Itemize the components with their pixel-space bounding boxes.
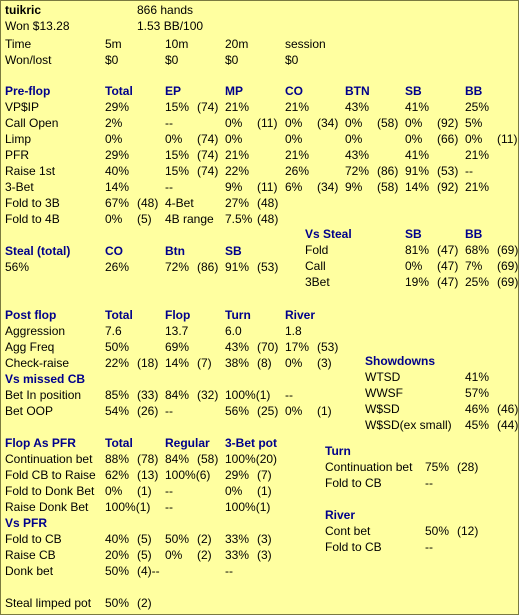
vs-pfr-title: Vs PFR <box>5 516 48 530</box>
vs-missed-cb-title: Vs missed CB <box>5 372 86 386</box>
postflop-row-cell: 69% <box>165 340 190 354</box>
vs-steal-row-cell: 68% <box>465 243 490 257</box>
postflop-row-cell: 17% <box>285 340 310 354</box>
vs-steal-row-cell: 7% <box>465 259 483 273</box>
preflop-row-cell: 21% <box>225 148 250 162</box>
bb-per-100: 1.53 BB/100 <box>137 19 204 33</box>
missed-cb-row-cell: Bet In position <box>5 388 82 402</box>
missed-cb-row-cell: (32) <box>197 388 219 402</box>
preflop-row-cell: 41% <box>405 100 430 114</box>
missed-cb-row-cell: (1) <box>317 404 332 418</box>
postflop-col-header: River <box>285 308 316 322</box>
flop-pfr-row-cell: -- <box>165 500 173 514</box>
postflop-row-cell: Check-raise <box>5 356 70 370</box>
vs-pfr-row-cell: (5) <box>137 532 152 546</box>
postflop-row-cell: (70) <box>257 340 279 354</box>
preflop-row-cell: 14% <box>405 180 430 194</box>
vs-steal-row-cell: (69) <box>497 259 519 273</box>
postflop-row-cell: (53) <box>317 340 339 354</box>
preflop-row-cell: (92) <box>437 180 459 194</box>
showdowns-title: Showdowns <box>365 354 435 368</box>
vs-steal-col-header: BB <box>465 227 483 241</box>
flop-pfr-row-cell: (13) <box>137 468 159 482</box>
flop-pfr-row-cell: 100%(1) <box>105 500 151 514</box>
time-period: session <box>285 37 326 51</box>
preflop-row-cell: 72% <box>345 164 370 178</box>
postflop-row-cell: (8) <box>257 356 272 370</box>
steal-value-cell: 91% <box>225 260 250 274</box>
preflop-row-cell: (74) <box>197 148 219 162</box>
steal-limped-row-cell: 50% <box>105 596 130 610</box>
flop-pfr-row-cell: 100%(1) <box>225 500 271 514</box>
flop-pfr-row-cell: 84% <box>165 452 190 466</box>
won-lost-value: $0 <box>285 53 299 67</box>
postflop-row-cell: (3) <box>317 356 332 370</box>
vs-pfr-row-cell: (4)-- <box>137 564 160 578</box>
postflop-row-cell: 43% <box>225 340 250 354</box>
preflop-row-cell: 91% <box>405 164 430 178</box>
vs-steal-row-cell: (69) <box>497 243 519 257</box>
flop-pfr-row-cell: (58) <box>197 452 219 466</box>
vs-pfr-row-cell: 50% <box>105 564 130 578</box>
showdown-row-cell: 57% <box>465 386 490 400</box>
preflop-row-cell: 21% <box>285 100 310 114</box>
postflop-row-cell: 7.6 <box>105 324 122 338</box>
preflop-col-header: EP <box>165 84 182 98</box>
preflop-row-cell: 22% <box>225 164 250 178</box>
preflop-col-header: CO <box>285 84 303 98</box>
flop-pfr-row-cell: -- <box>165 484 173 498</box>
preflop-row-cell: 43% <box>345 100 370 114</box>
flop-pfr-row-cell: (1) <box>137 484 152 498</box>
preflop-fold3b-cell: Fold to 3B <box>5 196 60 210</box>
turn-row-cell: (28) <box>457 460 479 474</box>
vs-pfr-row-cell: 33% <box>225 548 250 562</box>
flop-pfr-row-cell: Raise Donk Bet <box>5 500 89 514</box>
missed-cb-row-cell: (33) <box>137 388 159 402</box>
preflop-col-header: Total <box>105 84 133 98</box>
preflop-row-cell: (66) <box>437 132 459 146</box>
steal-limped-row-cell: (2) <box>137 596 152 610</box>
time-period: 10m <box>165 37 189 51</box>
preflop-row-cell: 40% <box>105 164 130 178</box>
missed-cb-row-cell: 56% <box>225 404 250 418</box>
flop-pfr-row-cell: 88% <box>105 452 130 466</box>
preflop-row-cell: 43% <box>345 148 370 162</box>
preflop-row-cell: 15% <box>165 100 190 114</box>
showdown-row-cell: W$SD <box>365 402 400 416</box>
vs-pfr-row-cell: 50% <box>165 532 190 546</box>
turn-row-cell: -- <box>425 476 433 490</box>
preflop-row-cell: -- <box>165 180 173 194</box>
missed-cb-row-cell: -- <box>285 388 293 402</box>
preflop-row-cell: 6% <box>285 180 303 194</box>
preflop-row-cell: PFR <box>5 148 29 162</box>
preflop-fold3b-cell: (48) <box>257 196 279 210</box>
preflop-col-header: SB <box>405 84 422 98</box>
showdown-row-cell: 45% <box>465 418 490 432</box>
flop-pfr-row-cell: 100%(6) <box>165 468 211 482</box>
showdown-row-cell: (44) <box>497 418 519 432</box>
vs-steal-row-cell: 19% <box>405 275 430 289</box>
preflop-row-cell: (53) <box>437 164 459 178</box>
preflop-row-cell: (11) <box>257 116 278 130</box>
preflop-row-cell: (34) <box>317 180 339 194</box>
vs-steal-title: Vs Steal <box>305 227 352 241</box>
preflop-row-cell: Limp <box>5 132 32 146</box>
showdown-row-cell: W$SD(ex small) <box>365 418 452 432</box>
preflop-row-cell: -- <box>465 164 473 178</box>
postflop-row-cell: 14% <box>165 356 190 370</box>
preflop-fold4b-cell: (48) <box>257 212 279 226</box>
player-name: tuikric <box>5 3 42 17</box>
vs-pfr-row-cell: 40% <box>105 532 130 546</box>
preflop-row-cell: 21% <box>225 100 250 114</box>
vs-pfr-row-cell: (5) <box>137 548 152 562</box>
flop-pfr-row-cell: (1) <box>257 484 272 498</box>
won-lost-value: $0 <box>225 53 239 67</box>
preflop-row-cell: (11) <box>257 180 278 194</box>
steal-value-cell: (86) <box>197 260 219 274</box>
preflop-fold3b-cell: 27% <box>225 196 250 210</box>
steal-value-cell: 72% <box>165 260 190 274</box>
flop-pfr-row-cell: Continuation bet <box>5 452 93 466</box>
missed-cb-row-cell: 100%(1) <box>225 388 271 402</box>
vs-steal-row-cell: 0% <box>405 259 423 273</box>
preflop-row-cell: 41% <box>405 148 430 162</box>
preflop-row-cell: (92) <box>437 116 459 130</box>
vs-steal-col-header: SB <box>405 227 422 241</box>
preflop-row-cell: 0% <box>465 132 483 146</box>
vs-steal-row-cell: Call <box>305 259 326 273</box>
time-label: Time <box>5 37 32 51</box>
preflop-row-cell: 3-Bet <box>5 180 34 194</box>
turn-row-cell: Fold to CB <box>325 476 382 490</box>
preflop-row-cell: 0% <box>225 116 243 130</box>
preflop-row-cell: 0% <box>285 116 303 130</box>
vs-pfr-row-cell: Raise CB <box>5 548 56 562</box>
vs-pfr-row-cell: (2) <box>197 532 212 546</box>
postflop-row-cell: 22% <box>105 356 130 370</box>
flop-pfr-row-cell: (78) <box>137 452 159 466</box>
showdown-row-cell: 46% <box>465 402 490 416</box>
preflop-fold4b-cell: 4B range <box>165 212 214 226</box>
river-row-cell: -- <box>425 540 433 554</box>
preflop-col-header: MP <box>225 84 243 98</box>
river-row-cell: Cont bet <box>325 524 371 538</box>
flop-pfr-row-cell: 29% <box>225 468 250 482</box>
turn-title: Turn <box>325 444 351 458</box>
preflop-row-cell: (86) <box>377 164 399 178</box>
river-row-cell: 50% <box>425 524 450 538</box>
preflop-row-cell: 0% <box>165 132 183 146</box>
preflop-row-cell: (74) <box>197 100 219 114</box>
steal-title: Steal (total) <box>5 244 71 258</box>
flop-pfr-row-cell: Fold to Donk Bet <box>5 484 95 498</box>
flop-pfr-row-cell: 100%(20) <box>225 452 278 466</box>
preflop-row-cell: 15% <box>165 164 190 178</box>
vs-steal-row-cell: 25% <box>465 275 490 289</box>
preflop-fold4b-cell: Fold to 4B <box>5 212 60 226</box>
postflop-row-cell: Aggression <box>5 324 66 338</box>
preflop-row-cell: Raise 1st <box>5 164 56 178</box>
preflop-row-cell: -- <box>165 116 173 130</box>
missed-cb-row-cell: -- <box>165 404 173 418</box>
preflop-fold4b-cell: (5) <box>137 212 152 226</box>
vs-steal-row-cell: (69) <box>497 275 519 289</box>
preflop-row-cell: 0% <box>105 132 123 146</box>
vs-pfr-row-cell: Fold to CB <box>5 532 62 546</box>
preflop-row-cell: 14% <box>105 180 130 194</box>
preflop-row-cell: (11) <box>497 132 518 146</box>
vs-pfr-row-cell: (3) <box>257 548 272 562</box>
preflop-row-cell: Call Open <box>5 116 59 130</box>
preflop-row-cell: 9% <box>345 180 363 194</box>
postflop-row-cell: 13.7 <box>165 324 189 338</box>
showdown-row-cell: WTSD <box>365 370 401 384</box>
showdown-row-cell: WWSF <box>365 386 403 400</box>
steal-value-cell: 56% <box>5 260 30 274</box>
preflop-row-cell: 9% <box>225 180 243 194</box>
postflop-row-cell: 38% <box>225 356 250 370</box>
steal-col-header: SB <box>225 244 242 258</box>
preflop-row-cell: 26% <box>285 164 310 178</box>
river-row-cell: Fold to CB <box>325 540 382 554</box>
won-lost-label: Won/lost <box>5 53 52 67</box>
flop-pfr-row-cell: Fold CB to Raise <box>5 468 96 482</box>
missed-cb-row-cell: (26) <box>137 404 159 418</box>
flop-pfr-col-header: Total <box>105 436 133 450</box>
hands-count: 866 hands <box>137 3 194 17</box>
postflop-row-cell: 1.8 <box>285 324 302 338</box>
preflop-row-cell: (58) <box>377 116 399 130</box>
preflop-row-cell: 21% <box>465 180 490 194</box>
won-amount: Won $13.28 <box>5 19 70 33</box>
time-period: 5m <box>105 37 122 51</box>
preflop-row-cell: 0% <box>345 116 363 130</box>
preflop-row-cell: (74) <box>197 132 219 146</box>
preflop-row-cell: 21% <box>285 148 310 162</box>
preflop-fold3b-cell: (48) <box>137 196 159 210</box>
postflop-title: Post flop <box>5 308 57 322</box>
flop-pfr-row-cell: 62% <box>105 468 130 482</box>
missed-cb-row-cell: 0% <box>285 404 303 418</box>
postflop-col-header: Turn <box>225 308 251 322</box>
postflop-row-cell: 0% <box>285 356 303 370</box>
postflop-row-cell: (18) <box>137 356 159 370</box>
steal-col-header: CO <box>105 244 123 258</box>
postflop-row-cell: 6.0 <box>225 324 242 338</box>
preflop-row-cell: 15% <box>165 148 190 162</box>
flop-pfr-row-cell: (7) <box>257 468 272 482</box>
preflop-row-cell: (34) <box>317 116 339 130</box>
vs-steal-row-cell: (47) <box>437 275 459 289</box>
vs-steal-row-cell: 81% <box>405 243 430 257</box>
preflop-row-cell: 0% <box>225 132 243 146</box>
preflop-col-header: BTN <box>345 84 370 98</box>
missed-cb-row-cell: 84% <box>165 388 190 402</box>
steal-value-cell: (53) <box>257 260 279 274</box>
missed-cb-row-cell: 54% <box>105 404 130 418</box>
river-title: River <box>325 508 356 522</box>
preflop-fold4b-cell: 7.5% <box>225 212 253 226</box>
preflop-row-cell: 21% <box>465 148 490 162</box>
won-lost-value: $0 <box>105 53 119 67</box>
preflop-row-cell: 0% <box>285 132 303 146</box>
missed-cb-row-cell: 85% <box>105 388 130 402</box>
vs-steal-row-cell: (47) <box>437 259 459 273</box>
vs-pfr-row-cell: Donk bet <box>5 564 54 578</box>
time-period: 20m <box>225 37 249 51</box>
flop-pfr-row-cell: 0% <box>105 484 123 498</box>
preflop-row-cell: 25% <box>465 100 490 114</box>
vs-steal-row-cell: (47) <box>437 243 459 257</box>
preflop-row-cell: 29% <box>105 100 130 114</box>
showdown-row-cell: (46) <box>497 402 519 416</box>
preflop-row-cell: (74) <box>197 164 219 178</box>
vs-pfr-row-cell: 0% <box>165 548 183 562</box>
steal-col-header: Btn <box>165 244 185 258</box>
preflop-fold3b-cell: 4-Bet <box>165 196 194 210</box>
flop-as-pfr-title: Flop As PFR <box>5 436 76 450</box>
preflop-col-header: BB <box>465 84 483 98</box>
showdown-row-cell: 41% <box>465 370 490 384</box>
preflop-row-cell: 29% <box>105 148 130 162</box>
missed-cb-row-cell: Bet OOP <box>5 404 54 418</box>
preflop-fold4b-cell: 0% <box>105 212 123 226</box>
vs-pfr-row-cell: (3) <box>257 532 272 546</box>
vs-pfr-row-cell: 33% <box>225 532 250 546</box>
preflop-row-cell: 5% <box>465 116 483 130</box>
won-lost-value: $0 <box>165 53 179 67</box>
flop-pfr-col-header: Regular <box>165 436 210 450</box>
postflop-col-header: Flop <box>165 308 191 322</box>
preflop-fold3b-cell: 67% <box>105 196 130 210</box>
preflop-row-cell: 0% <box>405 132 423 146</box>
vs-pfr-row-cell: -- <box>225 564 233 578</box>
postflop-row-cell: (7) <box>197 356 212 370</box>
vs-steal-row-cell: 3Bet <box>305 275 330 289</box>
vs-pfr-row-cell: (2) <box>197 548 212 562</box>
preflop-title: Pre-flop <box>5 84 51 98</box>
missed-cb-row-cell: (25) <box>257 404 279 418</box>
preflop-row-cell: 2% <box>105 116 123 130</box>
flop-pfr-col-header: 3-Bet pot <box>225 436 277 450</box>
steal-limped-row-cell: Steal limped pot <box>5 596 92 610</box>
postflop-col-header: Total <box>105 308 133 322</box>
preflop-row-cell: 0% <box>405 116 423 130</box>
vs-pfr-row-cell: 20% <box>105 548 130 562</box>
preflop-row-cell: (58) <box>377 180 399 194</box>
turn-row-cell: Continuation bet <box>325 460 413 474</box>
postflop-row-cell: 50% <box>105 340 130 354</box>
preflop-row-cell: VP$IP <box>5 100 40 114</box>
flop-pfr-row-cell: 0% <box>225 484 243 498</box>
vs-steal-row-cell: Fold <box>305 243 329 257</box>
postflop-row-cell: Agg Freq <box>5 340 55 354</box>
turn-row-cell: 75% <box>425 460 450 474</box>
preflop-row-cell: 0% <box>345 132 363 146</box>
steal-value-cell: 26% <box>105 260 130 274</box>
river-row-cell: (12) <box>457 524 479 538</box>
